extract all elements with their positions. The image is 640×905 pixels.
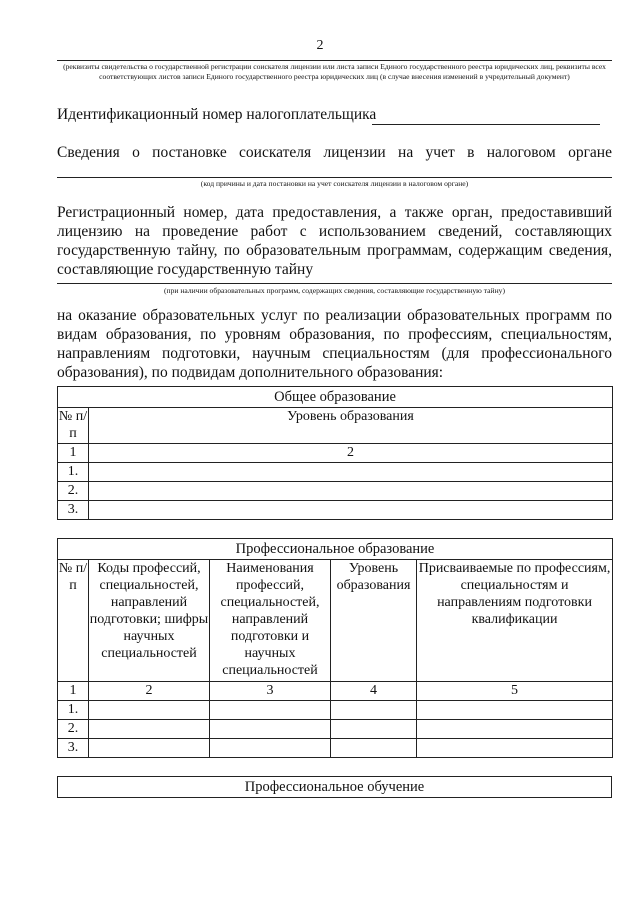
- secret-license-field-line[interactable]: [57, 283, 612, 284]
- professional-row-1-names[interactable]: [210, 701, 331, 720]
- professional-col-number-1: 1: [58, 682, 89, 701]
- professional-training-table: [57, 776, 612, 798]
- professional-row-2-codes[interactable]: [89, 720, 210, 739]
- tax-caption: (код причины и дата постановки на учет соискателя лицензии в налоговом органе): [200, 179, 469, 188]
- professional-col-number-5: 5: [417, 682, 613, 701]
- general-table-title: Общее образование: [58, 387, 613, 408]
- professional-row-2-qualifications[interactable]: [417, 720, 613, 739]
- professional-header-codes: Коды профессий, специальностей, направлений подготовки; шифры научных специальностей: [89, 560, 210, 682]
- tax-registration-label: Сведения о постановке соискателя лицензии на учет в налоговом органе: [57, 144, 612, 161]
- professional-row-3-qualifications[interactable]: [417, 739, 613, 758]
- general-row-2-level[interactable]: [89, 482, 613, 501]
- page-number: 2: [316, 38, 324, 53]
- secret-caption: (при наличии образовательных программ, содержащих сведения, составляющие государственную тайну): [164, 286, 505, 295]
- training-table-title: Профессиональное обучение: [58, 777, 612, 798]
- general-header-level: Уровень образования: [89, 408, 613, 444]
- professional-row-2-number: 2.: [58, 720, 89, 739]
- general-education-table: [57, 386, 613, 520]
- professional-row-1-qualifications[interactable]: [417, 701, 613, 720]
- general-col-number-2: 2: [89, 444, 613, 463]
- professional-education-table: [57, 538, 613, 758]
- professional-row-2-names[interactable]: [210, 720, 331, 739]
- taxpayer-id-field-line[interactable]: [372, 124, 600, 125]
- general-row-2-number: 2.: [58, 482, 89, 501]
- professional-col-number-2: 2: [89, 682, 210, 701]
- professional-col-number-3: 3: [210, 682, 331, 701]
- general-header-number: № п/п: [58, 408, 89, 444]
- professional-header-level: Уровень образования: [331, 560, 417, 682]
- professional-row-3-codes[interactable]: [89, 739, 210, 758]
- tax-registration-field-line[interactable]: [57, 177, 612, 178]
- professional-table-title: Профессиональное образование: [58, 539, 613, 560]
- registration-caption: (реквизиты свидетельства о государственной регистрации соискателя лицензии или листа записи Единого государственного реестра юридических лиц, реквизиты всех соответствующих листов записи Единого государственного реестра юридических лиц (в случае внесения изменений в учредительный документ): [63, 62, 606, 81]
- general-col-number-1: 1: [58, 444, 89, 463]
- professional-header-qualifications: Присваиваемые по профессиям, специальностям и направлениям подготовки квалификации: [417, 560, 613, 682]
- professional-header-names: Наименования профессий, специальностей, направлений подготовки и научных специальностей: [210, 560, 331, 682]
- professional-row-3-names[interactable]: [210, 739, 331, 758]
- professional-row-1-codes[interactable]: [89, 701, 210, 720]
- professional-row-1-level[interactable]: [331, 701, 417, 720]
- professional-col-number-4: 4: [331, 682, 417, 701]
- general-row-1-number: 1.: [58, 463, 89, 482]
- professional-row-3-level[interactable]: [331, 739, 417, 758]
- registration-details-line: [57, 60, 612, 61]
- professional-row-3-number: 3.: [58, 739, 89, 758]
- general-row-1-level[interactable]: [89, 463, 613, 482]
- general-row-3-level[interactable]: [89, 501, 613, 520]
- professional-row-2-level[interactable]: [331, 720, 417, 739]
- professional-header-number: № п/п: [58, 560, 89, 682]
- secret-license-paragraph: Регистрационный номер, дата предоставления, а также орган, предоставивший лицензию на проведение работ с использованием сведений, составляющих государственную тайну, по образовательным программам, содержащим сведения, составляющие государственную тайну: [57, 204, 612, 278]
- services-paragraph: на оказание образовательных услуг по реализации образовательных программ по видам образования, по уровням образования, по профессиям, специальностям, направлениям подготовки, научным специальностям (для профессионального образования), по подвидам дополнительного образования:: [57, 307, 612, 381]
- taxpayer-id-label: Идентификационный номер налогоплательщика: [57, 106, 377, 123]
- general-row-3-number: 3.: [58, 501, 89, 520]
- professional-row-1-number: 1.: [58, 701, 89, 720]
